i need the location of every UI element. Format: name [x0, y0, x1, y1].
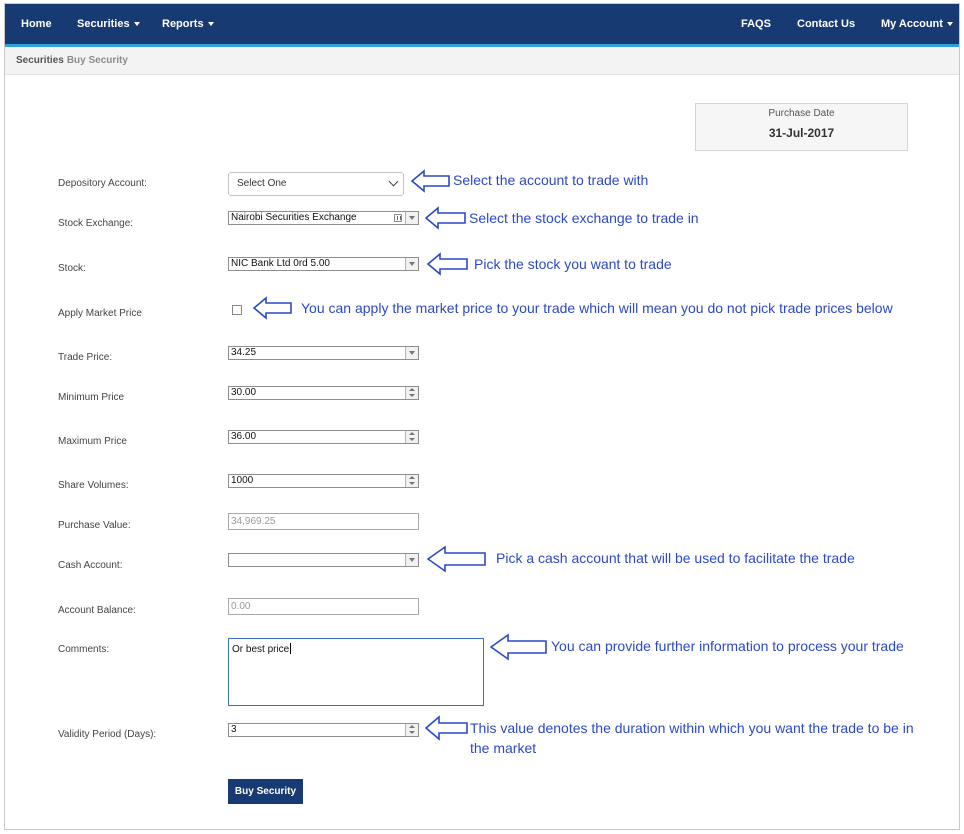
purchase-value-field	[228, 513, 419, 530]
depository-account-select[interactable]	[228, 172, 404, 196]
breadcrumb-current: Buy Security	[66, 55, 128, 66]
comments-label: Comments:	[58, 644, 110, 655]
stock-exchange-value: Nairobi Securities Exchange	[231, 212, 357, 223]
breadcrumb-root[interactable]: Securities	[16, 55, 64, 66]
comments-textarea[interactable]	[228, 638, 484, 706]
cash-account-select[interactable]	[228, 553, 419, 567]
dropdown-arrow-icon	[409, 262, 415, 266]
comments-value: Or best price	[232, 644, 290, 655]
spin-down-icon	[409, 731, 415, 734]
maximum-price-label: Maximum Price	[58, 436, 127, 447]
trade-price-label: Trade Price:	[58, 352, 113, 363]
spin-down-icon	[409, 394, 415, 397]
arrow-left-icon	[427, 545, 487, 573]
account-balance-value: 0.00	[231, 601, 251, 612]
arrow-left-icon	[253, 296, 293, 320]
breadcrumb	[5, 47, 959, 75]
dropdown-button[interactable]	[405, 554, 418, 566]
minimum-price-stepper[interactable]	[228, 386, 419, 400]
stock-select[interactable]	[228, 257, 419, 271]
nav-my-account-label: My Account	[881, 18, 943, 30]
annotation-depository: Select the account to trade with	[453, 172, 649, 188]
arrow-left-icon	[427, 252, 469, 276]
validity-period-stepper[interactable]	[228, 723, 419, 737]
arrow-left-icon	[425, 715, 469, 741]
apply-market-price-checkbox[interactable]	[232, 305, 242, 315]
dropdown-arrow-icon	[409, 216, 415, 220]
spin-up-icon	[409, 388, 415, 391]
annotation-stock: Pick the stock you want to trade	[474, 256, 672, 272]
annotation-validity-line2: the market	[470, 740, 537, 756]
account-balance-field	[228, 598, 419, 615]
share-volumes-stepper[interactable]	[228, 474, 419, 488]
nav-faqs[interactable]: FAQS	[741, 18, 771, 30]
stock-exchange-select[interactable]	[228, 211, 419, 225]
nav-securities[interactable]	[77, 4, 140, 44]
spin-up-icon	[409, 725, 415, 728]
caret-down-icon	[134, 22, 140, 26]
purchase-value-value: 34,969.25	[231, 516, 276, 527]
share-volumes-label: Share Volumes:	[58, 480, 129, 491]
nav-contact-us[interactable]: Contact Us	[797, 18, 856, 30]
purchase-date-label: Purchase Date	[768, 108, 835, 119]
caret-down-icon	[208, 22, 214, 26]
trade-price-value: 34.25	[231, 347, 257, 358]
depository-account-label: Depository Account:	[58, 178, 147, 189]
annotation-comments: You can provide further information to process your trade	[551, 638, 904, 654]
chevron-down-icon	[389, 177, 399, 187]
spin-down-icon	[409, 482, 415, 485]
nav-reports-label: Reports	[162, 18, 204, 30]
spinner-buttons[interactable]	[405, 431, 418, 443]
account-balance-label: Account Balance:	[58, 605, 136, 616]
caret-down-icon	[947, 22, 953, 26]
apply-market-price-label: Apply Market Price	[58, 308, 142, 319]
annotation-validity-line1: This value denotes the duration within which you want the trade to be in	[470, 720, 914, 736]
buy-security-button[interactable]: Buy Security	[228, 779, 303, 804]
stock-exchange-label: Stock Exchange:	[58, 218, 134, 229]
nav-reports[interactable]	[162, 4, 214, 44]
arrow-left-icon	[490, 633, 548, 661]
cash-account-label: Cash Account:	[58, 560, 123, 571]
spin-up-icon	[409, 432, 415, 435]
share-volumes-value: 1000	[231, 475, 254, 486]
annotation-market-price: You can apply the market price to your trade which will mean you do not pick trade prices below	[301, 300, 893, 316]
spinner-buttons[interactable]	[405, 724, 418, 736]
spin-down-icon	[409, 438, 415, 441]
dropdown-button[interactable]	[405, 212, 418, 224]
dropdown-button[interactable]	[405, 347, 418, 359]
depository-account-value: Select One	[237, 178, 287, 189]
annotation-exchange: Select the stock exchange to trade in	[469, 210, 699, 226]
app-window	[4, 3, 960, 830]
maximum-price-value: 36.00	[231, 431, 257, 442]
arrow-left-icon	[425, 206, 467, 230]
nav-my-account[interactable]	[881, 4, 953, 44]
stock-value: NIC Bank Ltd 0rd 5.00	[231, 258, 330, 269]
maximum-price-stepper[interactable]	[228, 430, 419, 444]
validity-period-label: Validity Period (Days):	[58, 729, 157, 740]
list-options-icon	[394, 214, 402, 222]
dropdown-button[interactable]	[405, 258, 418, 270]
purchase-date-panel	[695, 103, 908, 151]
dropdown-arrow-icon	[409, 558, 415, 562]
annotation-cash-account: Pick a cash account that will be used to facilitate the trade	[496, 550, 855, 566]
stock-label: Stock:	[58, 263, 86, 274]
dropdown-arrow-icon	[409, 351, 415, 355]
minimum-price-value: 30.00	[231, 387, 257, 398]
validity-period-value: 3	[231, 724, 237, 735]
spin-up-icon	[409, 476, 415, 479]
minimum-price-label: Minimum Price	[58, 392, 125, 403]
purchase-value-label: Purchase Value:	[58, 520, 131, 531]
arrow-left-icon	[411, 169, 451, 193]
spinner-buttons[interactable]	[405, 387, 418, 399]
purchase-date-value: 31-Jul-2017	[768, 126, 835, 140]
text-cursor	[290, 643, 291, 654]
nav-home[interactable]: Home	[21, 18, 52, 30]
spinner-buttons[interactable]	[405, 475, 418, 487]
trade-price-select[interactable]	[228, 346, 419, 360]
nav-securities-label: Securities	[77, 18, 130, 30]
top-navbar	[5, 4, 959, 44]
